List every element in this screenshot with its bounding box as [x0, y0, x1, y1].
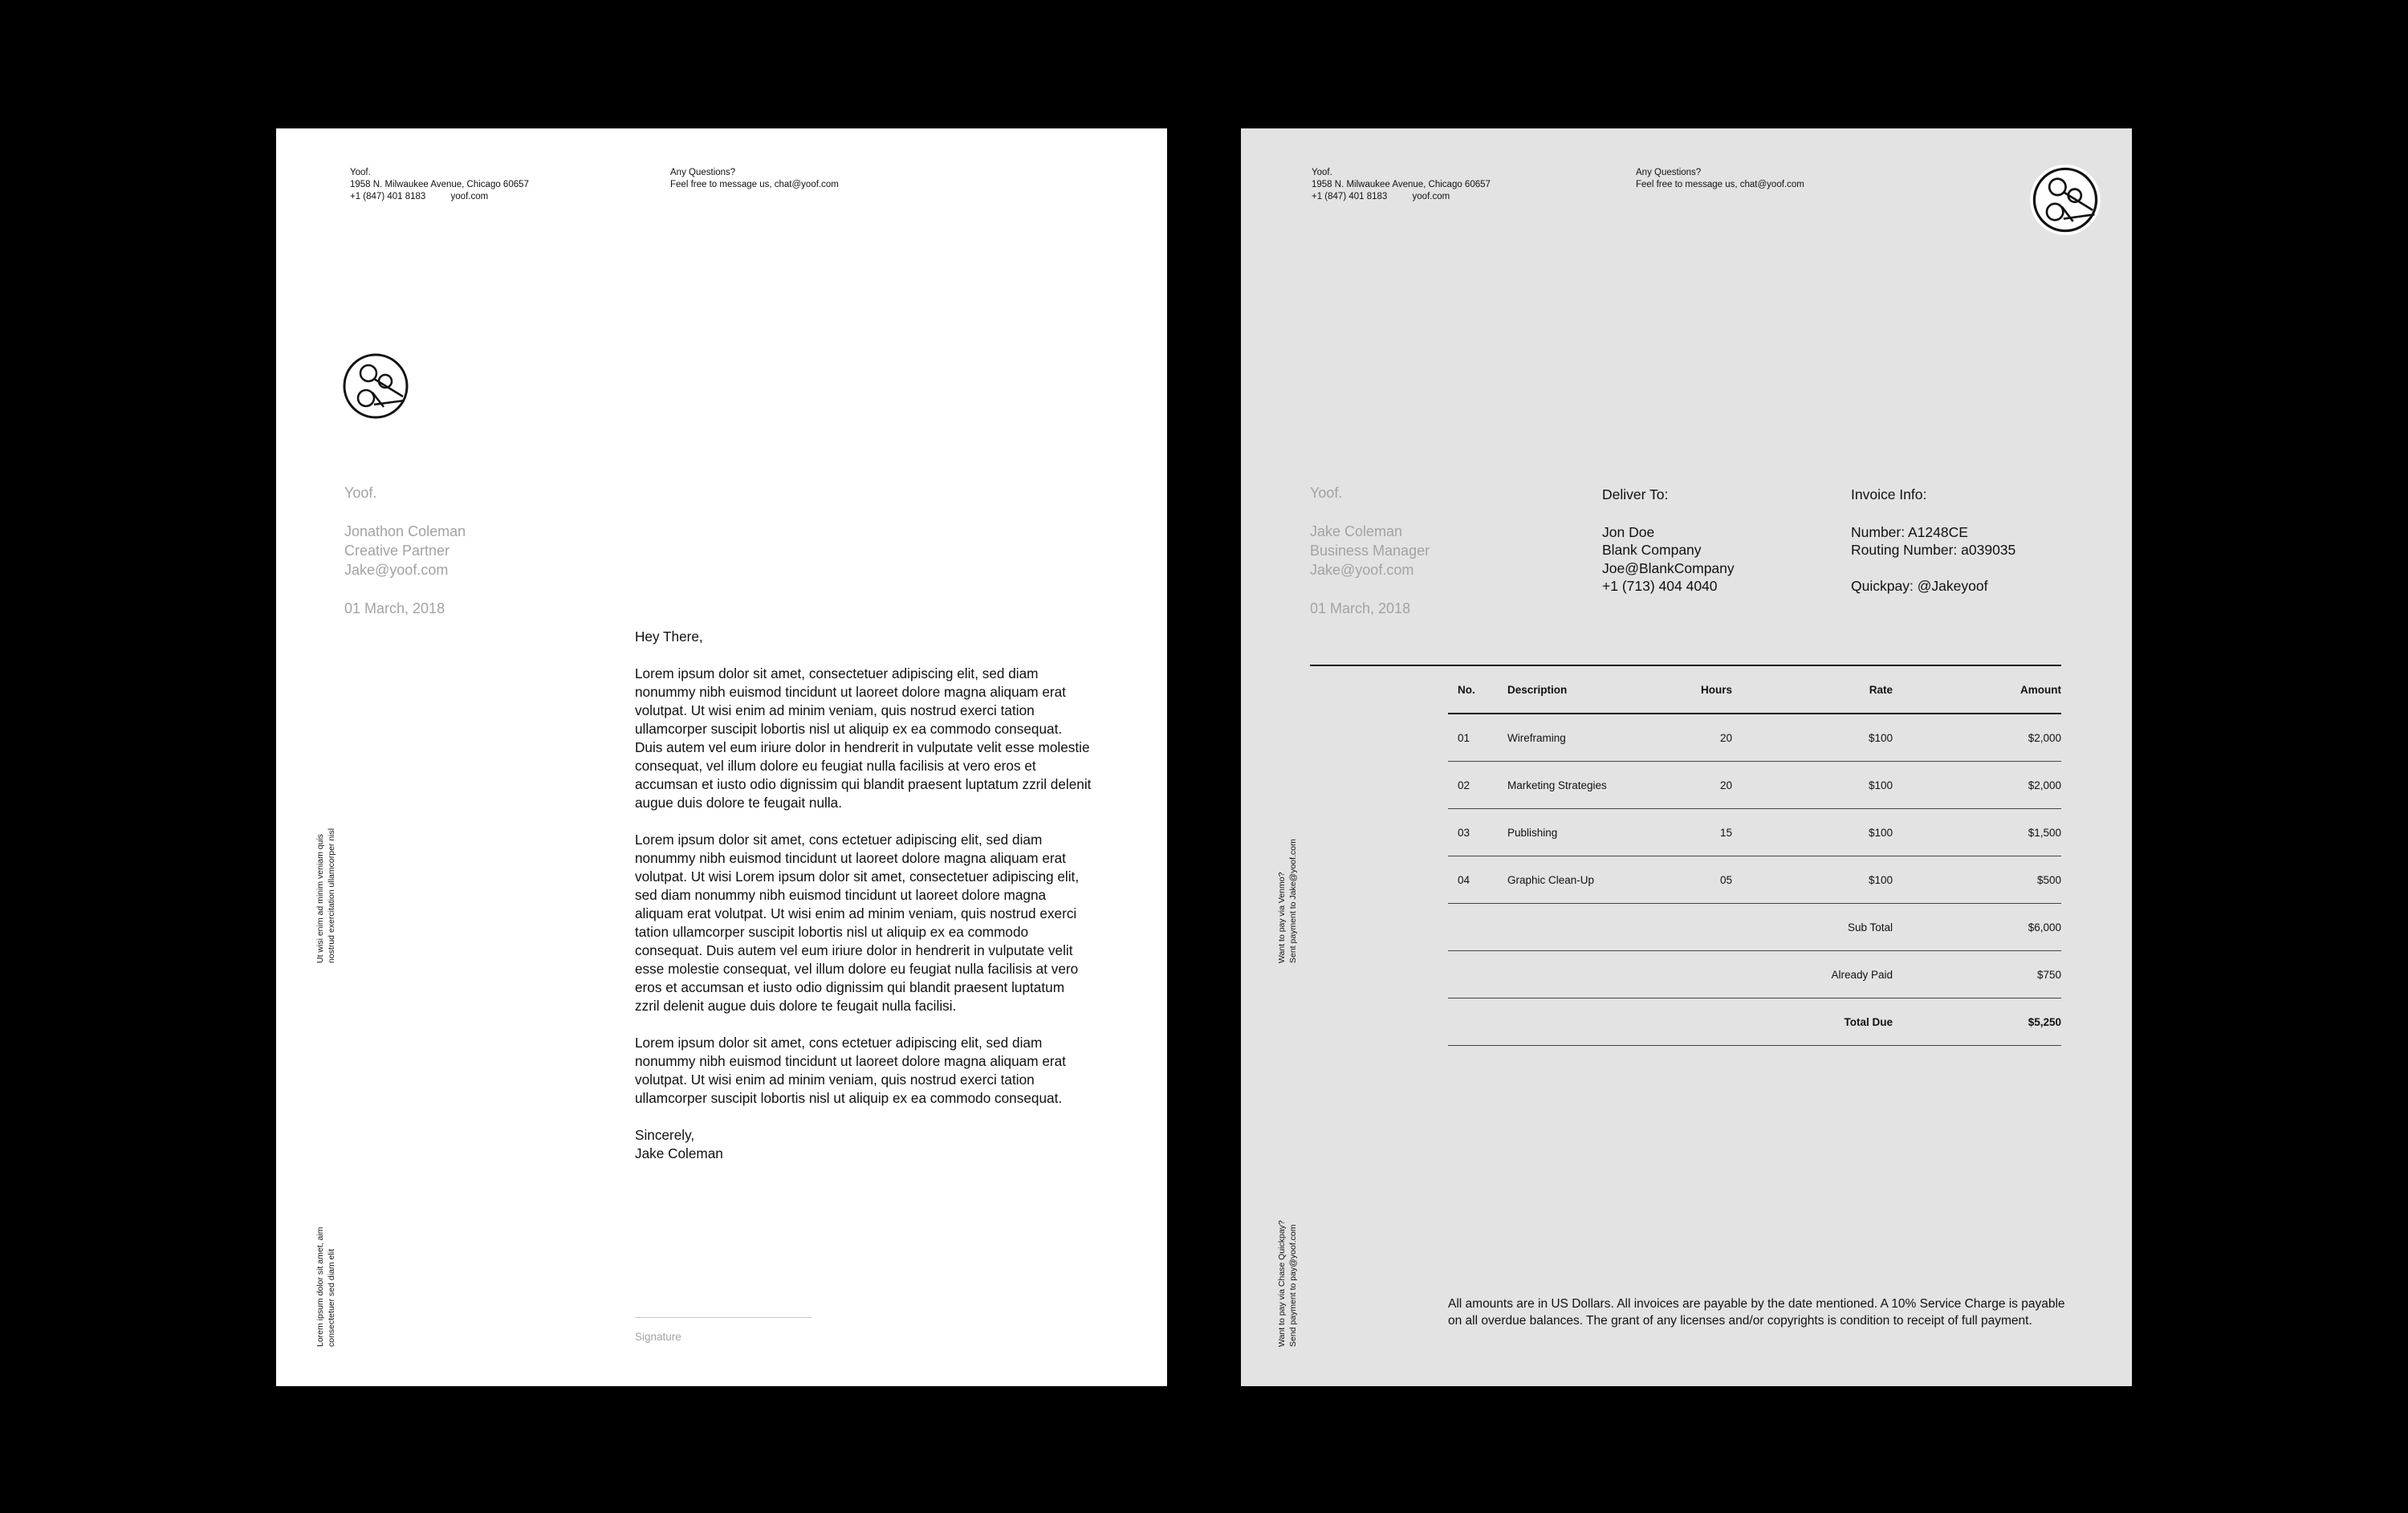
- yoof-logo: [2029, 164, 2101, 236]
- sender-company: Yoof.: [344, 485, 377, 501]
- subtotal-label: Sub Total: [1448, 904, 1893, 951]
- header-company: Yoof.: [1312, 168, 1332, 177]
- total-due-value: $5,250: [1893, 998, 2061, 1046]
- side-note-2-line-2: consectetuer sed diam elit: [327, 1249, 336, 1347]
- invoice-page: [1241, 128, 2132, 1386]
- sender-block: [344, 483, 466, 618]
- already-paid-value: $750: [1893, 951, 2061, 998]
- sender-company: Yoof.: [1310, 485, 1343, 501]
- cell-description: Publishing: [1507, 809, 1668, 856]
- total-due-row: [1448, 998, 2061, 1046]
- invoice-items-table: [1448, 666, 2061, 1046]
- letter-header-questions: [670, 167, 839, 191]
- col-header-rate: Rate: [1732, 666, 1893, 714]
- signer-name: Jake Coleman: [635, 1145, 723, 1161]
- deliver-email: Joe@BlankCompany: [1602, 559, 1735, 576]
- header-phone: +1 (847) 401 8183: [1312, 192, 1388, 201]
- header-address: 1958 N. Milwaukee Avenue, Chicago 60657: [1312, 180, 1491, 189]
- questions-text: Feel free to message us, chat@yoof.com: [670, 180, 839, 189]
- side-note-1-line-1: Ut wisi enim ad minim veniam quis: [315, 833, 325, 963]
- sender-title: Business Manager: [1310, 543, 1430, 559]
- header-address: 1958 N. Milwaukee Avenue, Chicago 60657: [350, 180, 529, 189]
- letter-header-contact: [350, 167, 529, 203]
- header-phone-web: [350, 191, 529, 203]
- info-number: Number: A1248CE: [1851, 523, 1968, 540]
- cell-amount: $2,000: [1893, 762, 2061, 809]
- header-website: yoof.com: [450, 192, 489, 201]
- col-header-hours: Hours: [1668, 666, 1732, 714]
- sender-title: Creative Partner: [344, 543, 450, 559]
- invoice-header-questions: [1636, 167, 1804, 191]
- already-paid-row: [1448, 951, 2061, 998]
- greeting: Hey There,: [635, 628, 703, 645]
- cell-description: Graphic Clean-Up: [1507, 856, 1668, 904]
- invoice-header-contact: [1312, 167, 1491, 203]
- info-heading: Invoice Info:: [1851, 486, 1927, 502]
- side-note-2-line-1: Lorem ipsum dolor sit amet, aim: [315, 1226, 325, 1347]
- cell-rate: $100: [1732, 856, 1893, 904]
- quickpay-note-line-2: Send payment to pay@yoof.com: [1288, 1224, 1298, 1347]
- info-quickpay: Quickpay: @Jakeyoof: [1851, 577, 1988, 594]
- closing: Sincerely,: [635, 1127, 695, 1143]
- sender-date: 01 March, 2018: [1310, 600, 1411, 616]
- header-phone: +1 (847) 401 8183: [350, 192, 426, 201]
- sender-email: Jake@yoof.com: [1310, 562, 1414, 578]
- letterhead-page: [276, 128, 1167, 1386]
- questions-title: Any Questions?: [670, 168, 736, 177]
- quickpay-note: [1276, 1220, 1299, 1347]
- deliver-to-block: [1602, 486, 1735, 596]
- paragraph-2: Lorem ipsum dolor sit amet, cons ectetuer adipiscing elit, sed diam nonummy nibh euismod tincidunt ut laoreet dolore magna aliquam erat volutpat. Ut wisi Lorem ipsum dolor sit amet, consectetuer adipiscing elit, sed diam nonummy nibh euismod tincidunt ut laoreet dolore magna aliquam erat volutpat. Ut wisi enim ad minim veniam, quis nostrud exerci tation ullamcorper suscipit lobortis nisl ut aliquip ex ea commodo consequat. Duis autem vel eum iriure dolor in hendrerit in vulputate velit esse molestie consequat, vel illum dolore eu feugiat nulla facilisis at vero eros et accumsan et iusto odio dignissim qui blandit praesent luptatum zzril delenit augue duis dolore te feugait nulla facilisi.: [635, 832, 1080, 1014]
- venmo-note-line-1: Want to pay via Venmo?: [1277, 872, 1287, 963]
- sender-email: Jake@yoof.com: [344, 562, 449, 578]
- subtotal-row: [1448, 904, 2061, 951]
- cell-description: Marketing Strategies: [1507, 762, 1668, 809]
- table-row: [1448, 714, 2061, 762]
- deliver-phone: +1 (713) 404 4040: [1602, 578, 1718, 594]
- cell-rate: $100: [1732, 762, 1893, 809]
- sender-date: 01 March, 2018: [344, 600, 445, 616]
- cell-no: 04: [1448, 856, 1507, 904]
- cell-rate: $100: [1732, 714, 1893, 762]
- cell-no: 02: [1448, 762, 1507, 809]
- side-note-1-line-2: nostrud exercitation ullamcorper nisl: [327, 828, 336, 963]
- sender-block: [1310, 483, 1430, 618]
- deliver-heading: Deliver To:: [1602, 486, 1669, 502]
- cell-no: 01: [1448, 714, 1507, 762]
- yoof-logo: [342, 352, 409, 420]
- table-row: [1448, 762, 2061, 809]
- header-phone-web: [1312, 191, 1491, 203]
- questions-title: Any Questions?: [1636, 168, 1702, 177]
- signature-label: Signature: [635, 1331, 681, 1343]
- sender-name: Jonathon Coleman: [344, 523, 466, 539]
- venmo-note: [1276, 839, 1299, 963]
- table-header-row: [1448, 666, 2061, 714]
- invoice-info-block: [1851, 486, 2015, 595]
- cell-hours: 15: [1668, 809, 1732, 856]
- deliver-name: Jon Doe: [1602, 523, 1655, 540]
- venmo-note-line-2: Sent payment to Jake@yoof.com: [1288, 839, 1298, 963]
- deliver-company: Blank Company: [1602, 542, 1702, 558]
- header-website: yoof.com: [1412, 192, 1450, 201]
- already-paid-label: Already Paid: [1448, 951, 1893, 998]
- header-company: Yoof.: [350, 168, 371, 177]
- cell-hours: 20: [1668, 762, 1732, 809]
- paragraph-1: Lorem ipsum dolor sit amet, consectetuer adipiscing elit, sed diam nonummy nibh euismod tincidunt ut laoreet dolore magna aliquam erat volutpat. Ut wisi enim ad minim veniam, quis nostrud exerci tation ullamcorper suscipit lobortis nisl ut aliquip ex ea commodo consequat. Duis autem vel eum iriure dolor in hendrerit in vulputate velit esse molestie consequat, vel illum dolore eu feugiat nulla facilisis at vero eros et accumsan et iusto odio dignissim qui blandit praesent luptatum zzril delenit augue duis dolore te feugait nulla.: [635, 665, 1092, 811]
- col-header-description: Description: [1507, 666, 1668, 714]
- total-due-label: Total Due: [1448, 998, 1893, 1046]
- table-row: [1448, 856, 2061, 904]
- table-row: [1448, 809, 2061, 856]
- cell-hours: 20: [1668, 714, 1732, 762]
- paragraph-3: Lorem ipsum dolor sit amet, cons ectetuer adipiscing elit, sed diam nonummy nibh euismod tincidunt ut laoreet dolore magna aliquam erat volutpat. Ut wisi enim ad minim veniam, quis nostrud exerci tation ullamcorper suscipit lobortis nisl ut aliquip ex ea commodo consequat.: [635, 1035, 1066, 1106]
- subtotal-value: $6,000: [1893, 904, 2061, 951]
- col-header-no: No.: [1448, 666, 1507, 714]
- cell-amount: $500: [1893, 856, 2061, 904]
- sender-name: Jake Coleman: [1310, 523, 1403, 539]
- signature-line: [635, 1317, 811, 1318]
- side-note-1: [315, 828, 337, 963]
- col-header-amount: Amount: [1893, 666, 2061, 714]
- cell-description: Wireframing: [1507, 714, 1668, 762]
- cell-amount: $2,000: [1893, 714, 2061, 762]
- cell-amount: $1,500: [1893, 809, 2061, 856]
- footer-note: All amounts are in US Dollars. All invoices are payable by the date mentioned. A 10% Service Charge is payable on all overdue balances. The grant of any licenses and/or copyrights is condition to receipt of full payment.: [1448, 1297, 2065, 1328]
- cell-no: 03: [1448, 809, 1507, 856]
- quickpay-note-line-1: Want to pay via Chase Quickpay?: [1277, 1220, 1287, 1347]
- info-routing: Routing Number: a039035: [1851, 542, 2016, 558]
- cell-hours: 05: [1668, 856, 1732, 904]
- letter-body: [635, 628, 1092, 1163]
- cell-rate: $100: [1732, 809, 1893, 856]
- questions-text: Feel free to message us, chat@yoof.com: [1636, 180, 1804, 189]
- side-note-2: [315, 1227, 337, 1347]
